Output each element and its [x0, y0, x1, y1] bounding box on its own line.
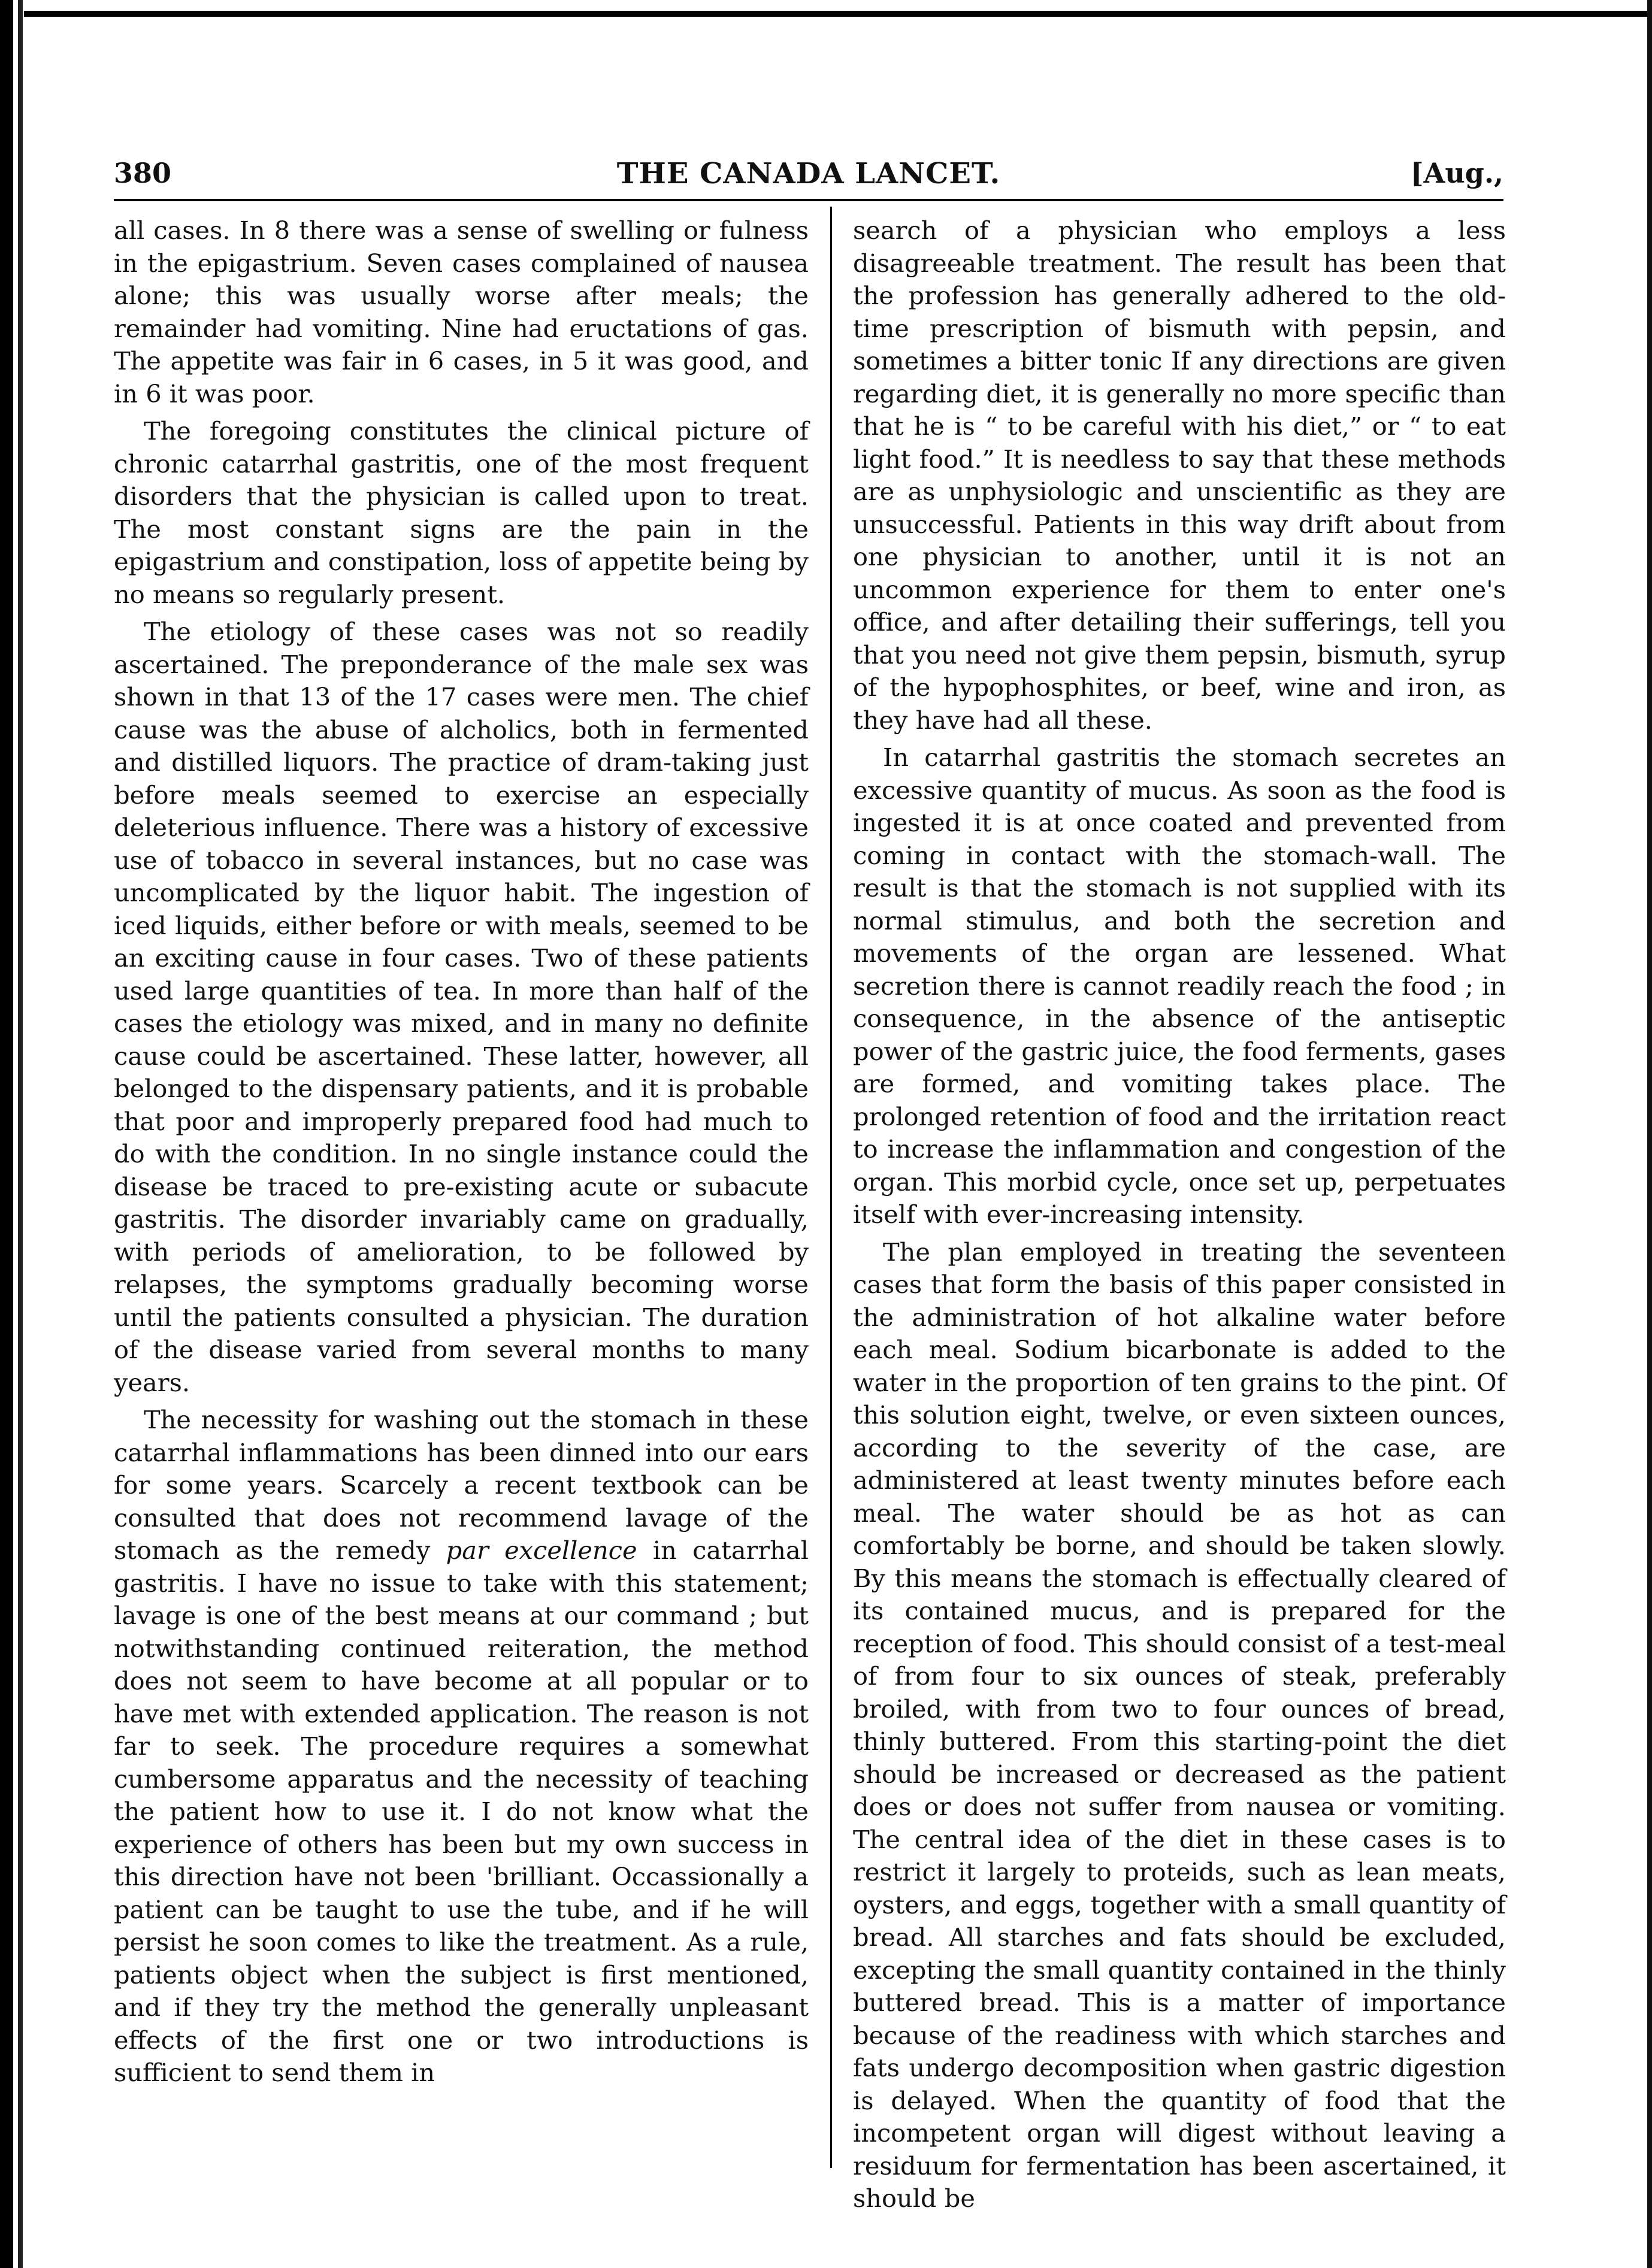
paragraph-text: The necessity for washing out the stomach in these catarrhal inflammations has been dinned into our ears for some years. Scarcely a recent textbook can be consulted that does not recommend lavage of the stomach as the remedy — [114, 1405, 809, 1565]
paragraph — [114, 1404, 809, 2090]
issue-month: [Aug., — [1410, 157, 1503, 189]
header-rule — [114, 199, 1503, 201]
paragraph-text: in catarrhal gastritis. I have no issue to take with this statement; lavage is one of the best means at our command ; but notwithstanding continued reiteration, the method does not seem to have become at all popular or to have met with extended application. The reason is not far to seek. The procedure requires a somewhat cumbersome apparatus and the necessity of teaching the patient how to use it. I do not know what the experience of others has been but my own success in this direction have not been 'brilliant. Occassionally a patient can be taught to use the tube, and if he will persist he soon comes to like the treatment. As a rule, patients object when the subject is first mentioned, and if they try the method the generally unpleasant effects of the first one or two introductions is sufficient to send them in — [114, 1536, 809, 2087]
paragraph: The etiology of these cases was not so readily ascertained. The preponderance of the male sex was shown in that 13 of the 17 cases were men. The chief cause was the abuse of alcholics, both in fermented and distilled liquors. The practice of dram-taking just before meals seemed to exercise an especially deleterious influence. There was a history of excessive use of tobacco in several instances, but no case was uncomplicated by the liquor habit. The ingestion of iced liquids, either before or with meals, seemed to be an exciting cause in four cases. Two of these patients used large quantities of tea. In more than half of the cases the etiology was mixed, and in many no definite cause could be ascertained. These latter, however, all belonged to the dispensary patients, and it is probable that poor and improperly prepared food had much to do with the condition. In no single instance could the disease be traced to pre-existing acute or subacute gastritis. The disorder invariably came on gradually, with periods of amelioration, to be followed by relapses, the symptoms gradually becoming worse until the patients consulted a physician. The duration of the disease varied from several months to many years. — [114, 617, 809, 1397]
paragraph: The foregoing constitutes the clinical picture of chronic catarrhal gastritis, one of the most frequent disorders that the physician is called upon to treat. The most constant signs are the pain in the epigastrium and constipation, loss of appetite being by no means so regularly present. — [114, 416, 809, 609]
right-column — [853, 214, 1506, 2220]
journal-title: THE CANADA LANCET. — [616, 157, 1001, 190]
italic-phrase: par excellence — [446, 1536, 637, 1565]
binding-edge — [0, 0, 13, 2268]
paragraph: The plan employed in treating the seventeen cases that form the basis of this paper consisted in the administration of hot alkaline water before each meal. Sodium bicarbonate is added to the water in the proportion of ten grains to the pint. Of this solution eight, twelve, or even sixteen ounces, according to the severity of the case, are administered at least twenty minutes before each meal. The water should be as hot as can comfortably be borne, and should be taken slowly. By this means the stomach is effectually cleared of its contained mucus, and is prepared for the reception of food. This should consist of a test-meal of from four to six ounces of steak, preferably broiled, with from two to four ounces of bread, thinly buttered. From this starting-point the diet should be increased or decreased as the patient does or does not suffer from nausea or vomiting. The central idea of the diet in these cases is to restrict it largely to proteids, such as lean meats, oysters, and eggs, together with a small quantity of bread. All starches and fats should be excluded, excepting the small quantity contained in the thinly buttered bread. This is a matter of importance because of the readiness with which starches and fats undergo decomposition when gastric digestion is delayed. When the quantity of food that the incompetent organ will digest without leaving a residuum for fermentation has been ascertained, it should be — [853, 1237, 1506, 2213]
column-divider — [830, 207, 832, 2168]
paragraph: In catarrhal gastritis the stomach secretes an excessive quantity of mucus. As soon as the food is ingested it is at once coated and prevented from coming in contact with the stomach-wall. The result is that the stomach is not supplied with its normal stimulus, and both the secretion and movements of the organ are lessened. What secretion there is cannot readily reach the food ; in consequence, in the absence of the antiseptic power of the gastric juice, the food ferments, gases are formed, and vomiting takes place. The prolonged retention of food and the irritation react to increase the inflammation and congestion of the organ. This morbid cycle, once set up, perpetuates itself with ever-increasing intensity. — [853, 743, 1506, 1229]
left-column — [114, 214, 809, 2094]
paragraph: search of a physician who employs a less disagreeable treatment. The result has been that the profession has generally adhered to the old-time prescription of bismuth with pepsin, and sometimes a bitter tonic If any directions are given regarding diet, it is generally no more specific than that he is “ to be careful with his diet,” or “ to eat light food.” It is needless to say that these methods are as unphysiologic and unscientific as they are unsuccessful. Patients in this way drift about from one physician to another, until it is not an uncommon experience for them to enter one's office, and after detailing their sufferings, tell you that you need not give them pepsin, bismuth, syrup of the hypophosphites, or beef, wine and iron, as they have had all these. — [853, 216, 1506, 735]
page-number: 380 — [114, 157, 172, 189]
binding-edge-shadow — [18, 0, 23, 2268]
scan-right-edge — [1647, 0, 1652, 2268]
running-header — [114, 157, 1503, 199]
scan-top-edge — [24, 11, 1652, 17]
paragraph: all cases. In 8 there was a sense of swelling or fulness in the epigastrium. Seven cases complained of nausea alone; this was usually worse after meals; the remainder had vomiting. Nine had eructations of gas. The appetite was fair in 6 cases, in 5 it was good, and in 6 it was poor. — [114, 216, 809, 408]
